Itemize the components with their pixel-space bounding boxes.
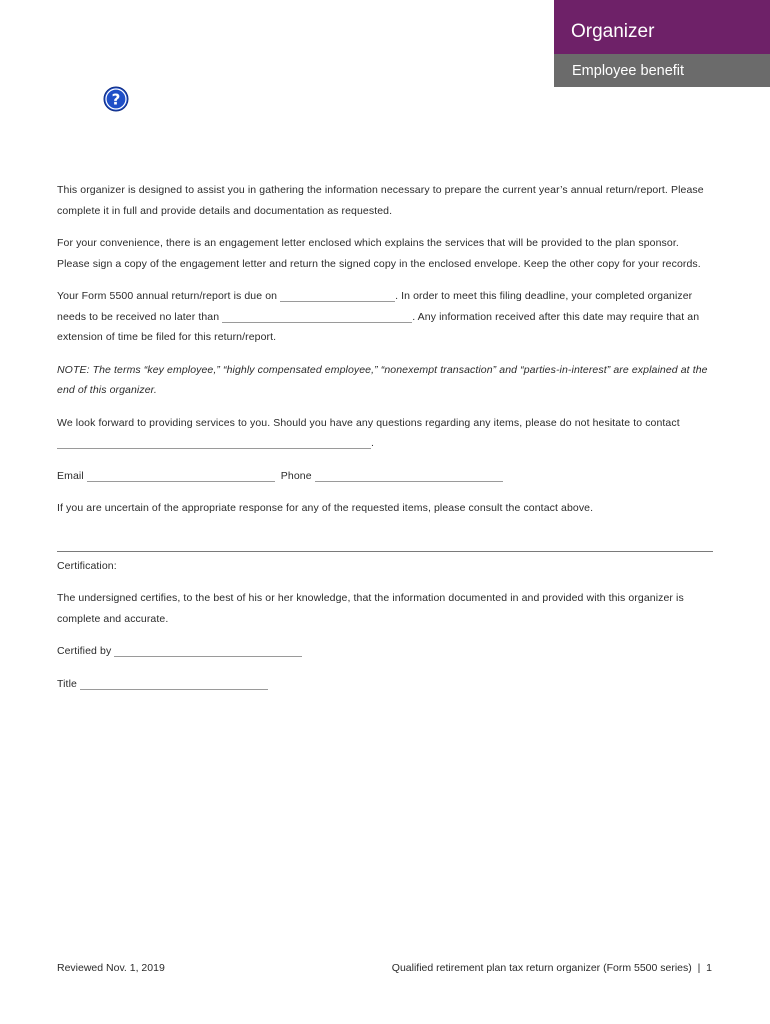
certification-heading: Certification: [57, 559, 117, 572]
title-line [57, 674, 713, 695]
header-title: Organizer [554, 0, 770, 54]
footer-page-info: Qualified retirement plan tax return organizer (Form 5500 series) | 1 [391, 962, 712, 974]
title-label: Title [57, 677, 77, 690]
deadline-paragraph [57, 286, 713, 348]
intro-paragraph: This organizer is designed to assist you in gathering the information necessary to prepare the current year’s annual return/report. Please complete it in full and provide details and documentation as requested. [57, 184, 704, 217]
svg-text:?: ? [111, 90, 121, 109]
certified-by-field[interactable] [114, 643, 302, 657]
footer-reviewed-date: Reviewed Nov. 1, 2019 [57, 962, 165, 974]
phone-field[interactable] [315, 468, 503, 482]
header-subtitle: Employee benefit [554, 54, 770, 87]
terms-note: NOTE: The terms “key employee,” “highly compensated employee,” “nonexempt transaction” and “parties-in-interest” are explained at the end of this organizer. [57, 363, 708, 396]
engagement-paragraph: For your convenience, there is an engagement letter enclosed which explains the services that will be provided to the plan sponsor. Please sign a copy of the engagement letter and return the signed copy in the enclosed envelope. Keep the other copy for your records. [57, 237, 701, 270]
email-field[interactable] [87, 468, 275, 482]
organizer-content [57, 180, 713, 706]
deadline-text-2: . In order to meet this filing deadline, your completed organizer needs to be received no later than [57, 290, 693, 323]
certification-text: The undersigned certifies, to the best of his or her knowledge, that the information documented in and provided with this organizer is complete and accurate. [57, 592, 684, 625]
uncertain-paragraph: If you are uncertain of the appropriate response for any of the requested items, please consult the contact above. [57, 502, 594, 514]
section-divider [57, 551, 713, 552]
email-phone-line [57, 466, 713, 487]
certified-by-label: Certified by [57, 645, 112, 657]
contact-period: . [371, 437, 375, 449]
help-icon[interactable] [103, 86, 129, 112]
contact-text: We look forward to providing services to you. Should you have any questions regarding any items, please do not hesitate to contact [57, 416, 680, 429]
contact-paragraph [57, 413, 713, 454]
phone-label: Phone [280, 469, 312, 482]
title-field[interactable] [80, 676, 268, 690]
deadline-text-3: . Any information received after this date may require that an extension of time be filed for this return/report. [57, 310, 700, 343]
header-block [554, 0, 770, 87]
contact-field[interactable] [57, 435, 371, 449]
deadline-text-1: Your Form 5500 annual return/report is due on [57, 290, 281, 302]
certified-by-line [57, 641, 713, 662]
received-by-field[interactable] [222, 309, 412, 323]
due-date-field[interactable] [280, 288, 395, 302]
email-label: Email [57, 469, 84, 482]
